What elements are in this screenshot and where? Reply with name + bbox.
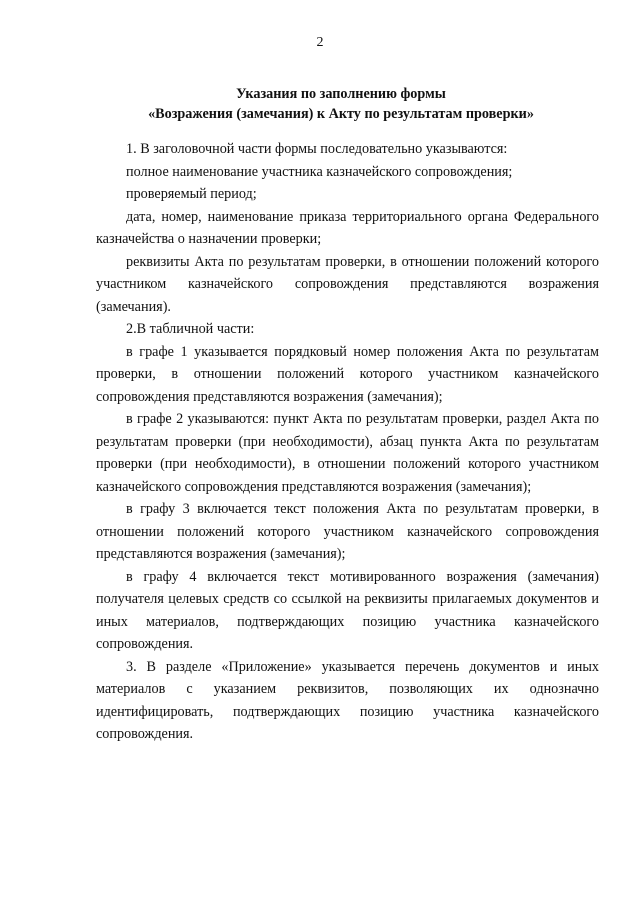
paragraph-4: дата, номер, наименование приказа территориального органа Федерального казначейства о назначении проверки; — [96, 208, 599, 247]
document-body — [96, 138, 599, 746]
paragraph-3: проверяемый период; — [126, 186, 257, 202]
paragraph-11: 3. В разделе «Приложение» указывается перечень документов и иных материалов с указанием реквизитов, позволяющих их однозначно идентифицировать, подтверждающих позицию участника казначейского сопровождения. — [96, 658, 599, 742]
document-title — [96, 84, 586, 124]
paragraph-2: полное наименование участника казначейского сопровождения; — [126, 163, 513, 180]
paragraph-10: в графу 4 включается текст мотивированного возражения (замечания) получателя целевых средств со ссылкой на реквизиты прилагаемых документов и иных материалов, подтверждающих позицию участника казначейского сопровождения. — [96, 568, 599, 652]
paragraph-7: в графе 1 указывается порядковый номер положения Акта по результатам проверки, в отношении положений которого участником казначейского сопровождения представляются возражения (замечания); — [96, 343, 599, 405]
title-line-2: «Возражения (замечания) к Акту по результатам проверки» — [148, 106, 534, 122]
paragraph-8: в графе 2 указываются: пункт Акта по результатам проверки, раздел Акта по результатам проверки (при необходимости), абзац пункта Акта по результатам проверки (при необходимости), в отношении положений которого участником казначейского сопровождения представляются возражения (замечания); — [96, 411, 599, 495]
paragraph-1: 1. В заголовочной части формы последовательно указываются: — [126, 141, 508, 157]
paragraph-9: в графу 3 включается текст положения Акта по результатам проверки, в отношении положений которого участником казначейского сопровождения представляются возражения (замечания); — [96, 501, 599, 562]
paragraph-6: 2.В табличной части: — [126, 321, 255, 337]
title-line-1: Указания по заполнению формы — [236, 86, 446, 102]
paragraph-5: реквизиты Акта по результатам проверки, в отношении положений которого участником казначейского сопровождения представляются возражения (замечания). — [96, 253, 599, 315]
page-number: 2 — [316, 35, 324, 50]
